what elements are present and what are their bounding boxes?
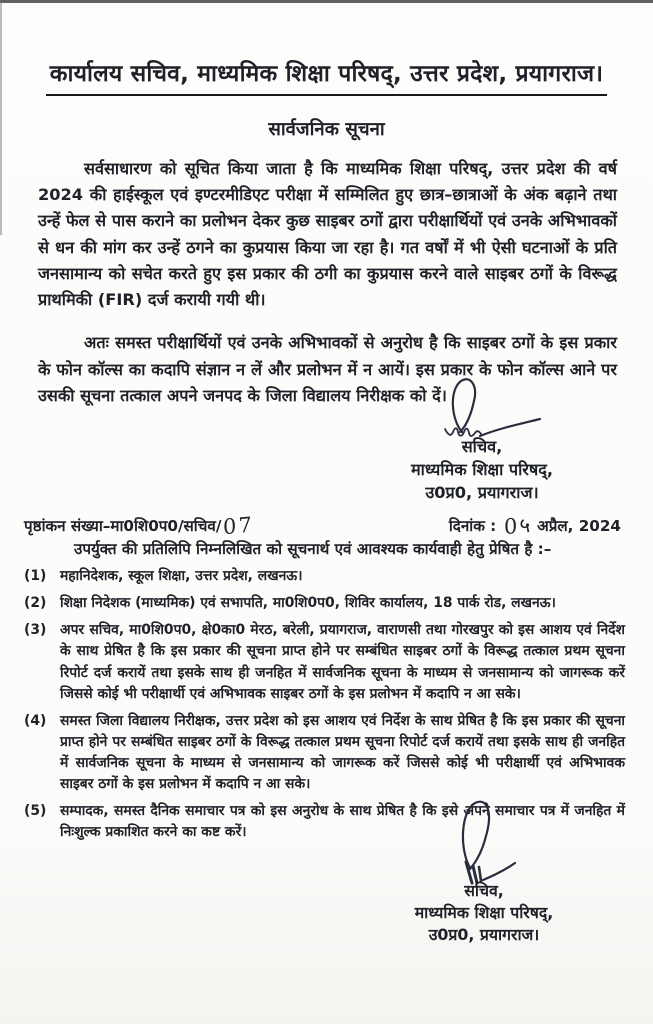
endorsement-number	[24, 512, 255, 540]
copy-distribution-line: उपर्युक्त की प्रतिलिपि निम्नलिखित को सूचनार्थ एवं आवश्यक कार्यवाही हेतु प्रेषित है :–	[74, 540, 552, 559]
endorsement-number-label: पृष्ठांकन संख्या–मा0शि0प0/सचिव/	[24, 517, 222, 536]
recipient-item-1	[24, 566, 625, 587]
endorsement-date-day-handwritten: 0५	[503, 512, 532, 540]
recipient-text: अपर सचिव, मा0शि0प0, क्षे0का0 मेरठ, बरेली, प्रयागराज, वाराणसी तथा गोरखपुर को इस आशय एवं निर्देश के साथ प्रेषित है कि इस प्रकार की सूचना प्राप्त होने पर सम्बंधित साइबर ठगों के विरूद्ध तत्काल प्रथम सूचना रिपोर्ट दर्ज करायें तथा इसके साथ ही जनहित में सार्वजनिक सूचना के माध्यम से जनसामान्य को जागरूक करें जिससे कोई भी परीक्षार्थी एवं अभिभावक साइबर ठगों के इस प्रलोभन में कदापि न आ सके।	[60, 622, 625, 702]
recipient-number: (5)	[24, 803, 47, 820]
signatory-organization: माध्यमिक शिक्षा परिषद्,	[410, 460, 554, 480]
signature-block-top	[357, 375, 607, 504]
recipient-text: शिक्षा निदेशक (माध्यमिक) एवं सभापति, मा0शि0प0, शिविर कार्यालय, 18 पार्क रोड, लखनऊ।	[60, 595, 556, 612]
recipient-item-3	[24, 620, 625, 705]
signatory-organization: माध्यमिक शिक्षा परिषद्,	[414, 903, 554, 923]
signature-block-bottom	[359, 796, 609, 947]
signatory-place: उ0प्र0, प्रयागराज।	[425, 483, 539, 503]
recipient-number: (4)	[24, 712, 47, 729]
signatory-designation: सचिव,	[461, 437, 503, 457]
recipient-item-2	[24, 593, 625, 614]
notice-paragraph-1: सर्वसाधारण को सूचित किया जाता है कि माध्यमिक शिक्षा परिषद्, उत्तर प्रदेश की वर्ष 2024 की हाईस्कूल एवं इण्टरमीडिएट परीक्षा में सम्मिलित हुए छात्र–छात्राओं के अंक बढ़ाने तथा उन्हें फेल से पास कराने का प्रलोभन देकर कुछ साइबर ठगों द्वारा परीक्षार्थियों एवं उनके अभिभावकों से धन की मांग कर उन्हें ठगने का कुप्रयास किया जा रहा है। गत वर्षों में भी ऐसी घटनाओं के प्रति जनसामान्य को सचेत करते हुए इस प्रकार की ठगी का कुप्रयास करने वाले साइबर ठगों के विरूद्ध प्राथमिकी (FIR) दर्ज करायी गयी थी।	[38, 159, 617, 310]
endorsement-date-rest: अप्रैल, 2024	[537, 517, 621, 536]
endorsement-number-handwritten: 07	[223, 512, 255, 540]
signature-ink-bottom	[441, 796, 527, 888]
signatory-place: उ0प्र0, प्रयागराज।	[428, 925, 540, 945]
endorsement-date-label: दिनांक :	[448, 517, 497, 536]
recipient-text: सम्पादक, समस्त दैनिक समाचार पत्र को इस अनुरोध के साथ प्रेषित है कि इसे अपने समाचार पत्र में जनहित में निःशुल्क प्रकाशित करने का कष्ट करें।	[60, 803, 625, 841]
recipient-text: समस्त जिला विद्यालय निरीक्षक, उत्तर प्रदेश को इस आशय एवं निर्देश के साथ प्रेषित है कि इस प्रकार की सूचना प्राप्त होने पर सम्बंधित साइबर ठगों के विरूद्ध तत्काल प्रथम सूचना रिपोर्ट दर्ज करायें तथा इसके साथ ही जनहित में सार्वजनिक सूचना के माध्यम से जनसामान्य को जागरूक करें जिससे कोई भी परीक्षार्थी एवं अभिभावक साइबर ठगों के इस प्रलोभन में कदापि न आ सके।	[60, 712, 625, 793]
recipient-number: (2)	[24, 595, 47, 612]
endorsement-date	[448, 512, 621, 540]
recipient-number: (3)	[24, 622, 47, 639]
notice-paragraph-2: अतः समस्त परीक्षार्थियों एवं उनके अभिभावकों से अनुरोध है कि साइबर ठगों के इस प्रकार के फोन कॉल्स का कदापि संज्ञान न लें और प्रलोभन में न आयें। इस प्रकार के फोन कॉल्स आने पर उसकी सूचना तत्काल अपने जनपद के जिला विद्यालय निरीक्षक को दें।	[38, 333, 617, 405]
signatory-designation: सचिव,	[464, 880, 504, 900]
endorsement-row	[24, 512, 621, 540]
recipient-item-4	[24, 711, 625, 796]
notice-title: सार्वजनिक सूचना	[268, 119, 385, 140]
signature-ink-top	[416, 375, 548, 439]
recipient-number: (1)	[24, 568, 47, 585]
letterhead	[0, 0, 653, 96]
office-letterhead-title: कार्यालय सचिव, माध्यमिक शिक्षा परिषद्, उत्तर प्रदेश, प्रयागराज।	[46, 56, 607, 96]
recipient-text: महानिदेशक, स्कूल शिक्षा, उत्तर प्रदेश, लखनऊ।	[60, 568, 303, 585]
